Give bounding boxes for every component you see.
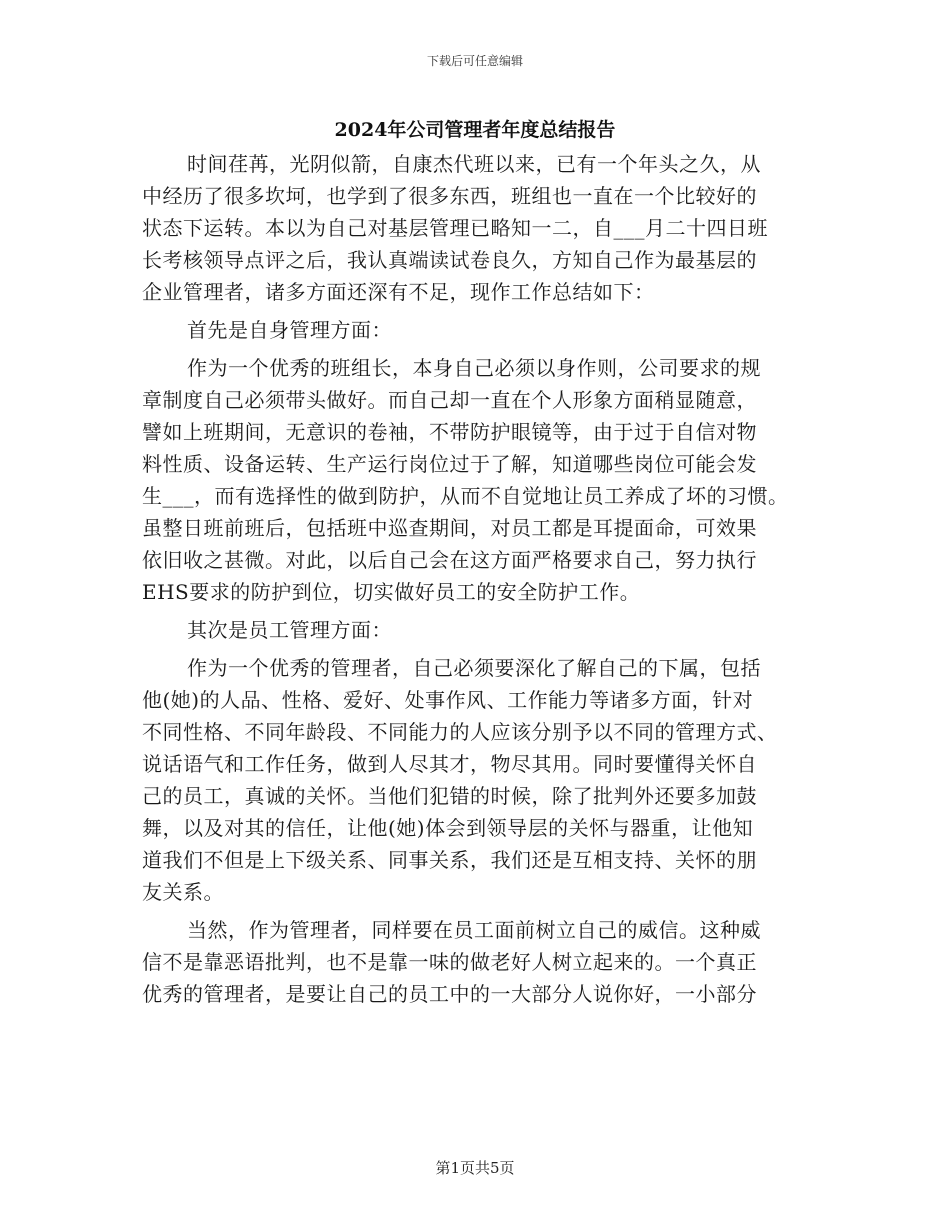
paragraph-line: 中经历了很多坎坷，也学到了很多东西，班组也一直在一个比较好的 bbox=[142, 184, 757, 208]
paragraph-line: 己的员工，真诚的关怀。当他们犯错的时候，除了批判外还要多加鼓 bbox=[142, 784, 757, 808]
section-heading: 首先是自身管理方面： bbox=[187, 318, 392, 342]
section-heading: 其次是员工管理方面： bbox=[187, 618, 392, 642]
paragraph-line: 章制度自己必须带头做好。而自己却一直在个人形象方面稍显随意， bbox=[142, 388, 757, 412]
paragraph-line: 作为一个优秀的班组长，本身自己必须以身作则，公司要求的规 bbox=[187, 356, 761, 380]
paragraph-line: 譬如上班期间，无意识的卷袖，不带防护眼镜等，由于过于自信对物 bbox=[142, 420, 757, 444]
paragraph-line: 企业管理者，诸多方面还深有不足，现作工作总结如下： bbox=[142, 280, 655, 304]
paragraph-line: 道我们不但是上下级关系、同事关系，我们还是互相支持、关怀的朋 bbox=[142, 848, 757, 872]
paragraph-line: EHS要求的防护到位，切实做好员工的安全防护工作。 bbox=[142, 580, 641, 604]
download-note: 下载后可任意编辑 bbox=[426, 54, 523, 68]
paragraph-line: 依旧收之甚微。对此，以后自己会在这方面严格要求自己，努力执行 bbox=[142, 548, 757, 572]
paragraph-line: 信不是靠恶语批判，也不是靠一味的做老好人树立起来的。一个真正 bbox=[142, 950, 757, 974]
paragraph-line: 说话语气和工作任务，做到人尽其才，物尽其用。同时要懂得关怀自 bbox=[142, 752, 757, 776]
paragraph-line: 当然，作为管理者，同样要在员工面前树立自己的威信。这种威 bbox=[187, 918, 761, 942]
paragraph-line: 优秀的管理者，是要让自己的员工中的一大部分人说你好，一小部分 bbox=[142, 982, 757, 1006]
paragraph-line: 不同性格、不同年龄段、不同能力的人应该分别予以不同的管理方式、 bbox=[142, 720, 778, 744]
paragraph-line: 状态下运转。本以为自己对基层管理已略知一二，自___月二十四日班 bbox=[142, 216, 768, 240]
paragraph-line: 虽整日班前班后，包括班中巡查期间，对员工都是耳提面命，可效果 bbox=[142, 516, 757, 540]
paragraph-line: 作为一个优秀的管理者，自己必须要深化了解自己的下属，包括 bbox=[187, 656, 761, 680]
paragraph-line: 时间荏苒，光阴似箭，自康杰代班以来，已有一个年头之久，从 bbox=[187, 152, 761, 176]
paragraph-line: 生___，而有选择性的做到防护，从而不自觉地让员工养成了坏的习惯。 bbox=[142, 484, 789, 508]
document-title: 2024年公司管理者年度总结报告 bbox=[334, 119, 616, 141]
document-body bbox=[142, 148, 822, 1010]
paragraph-line: 料性质、设备运转、生产运行岗位过于了解，知道哪些岗位可能会发 bbox=[142, 452, 757, 476]
paragraph-line: 友关系。 bbox=[142, 880, 224, 904]
paragraph-line: 长考核领导点评之后，我认真端读试卷良久，方知自己作为最基层的 bbox=[142, 248, 757, 272]
page-number: 第1页共5页 bbox=[435, 1159, 515, 1177]
paragraph-line: 他(她)的人品、性格、爱好、处事作风、工作能力等诸多方面，针对 bbox=[142, 688, 754, 712]
paragraph-line: 舞，以及对其的信任，让他(她)体会到领导层的关怀与器重，让他知 bbox=[142, 816, 754, 840]
